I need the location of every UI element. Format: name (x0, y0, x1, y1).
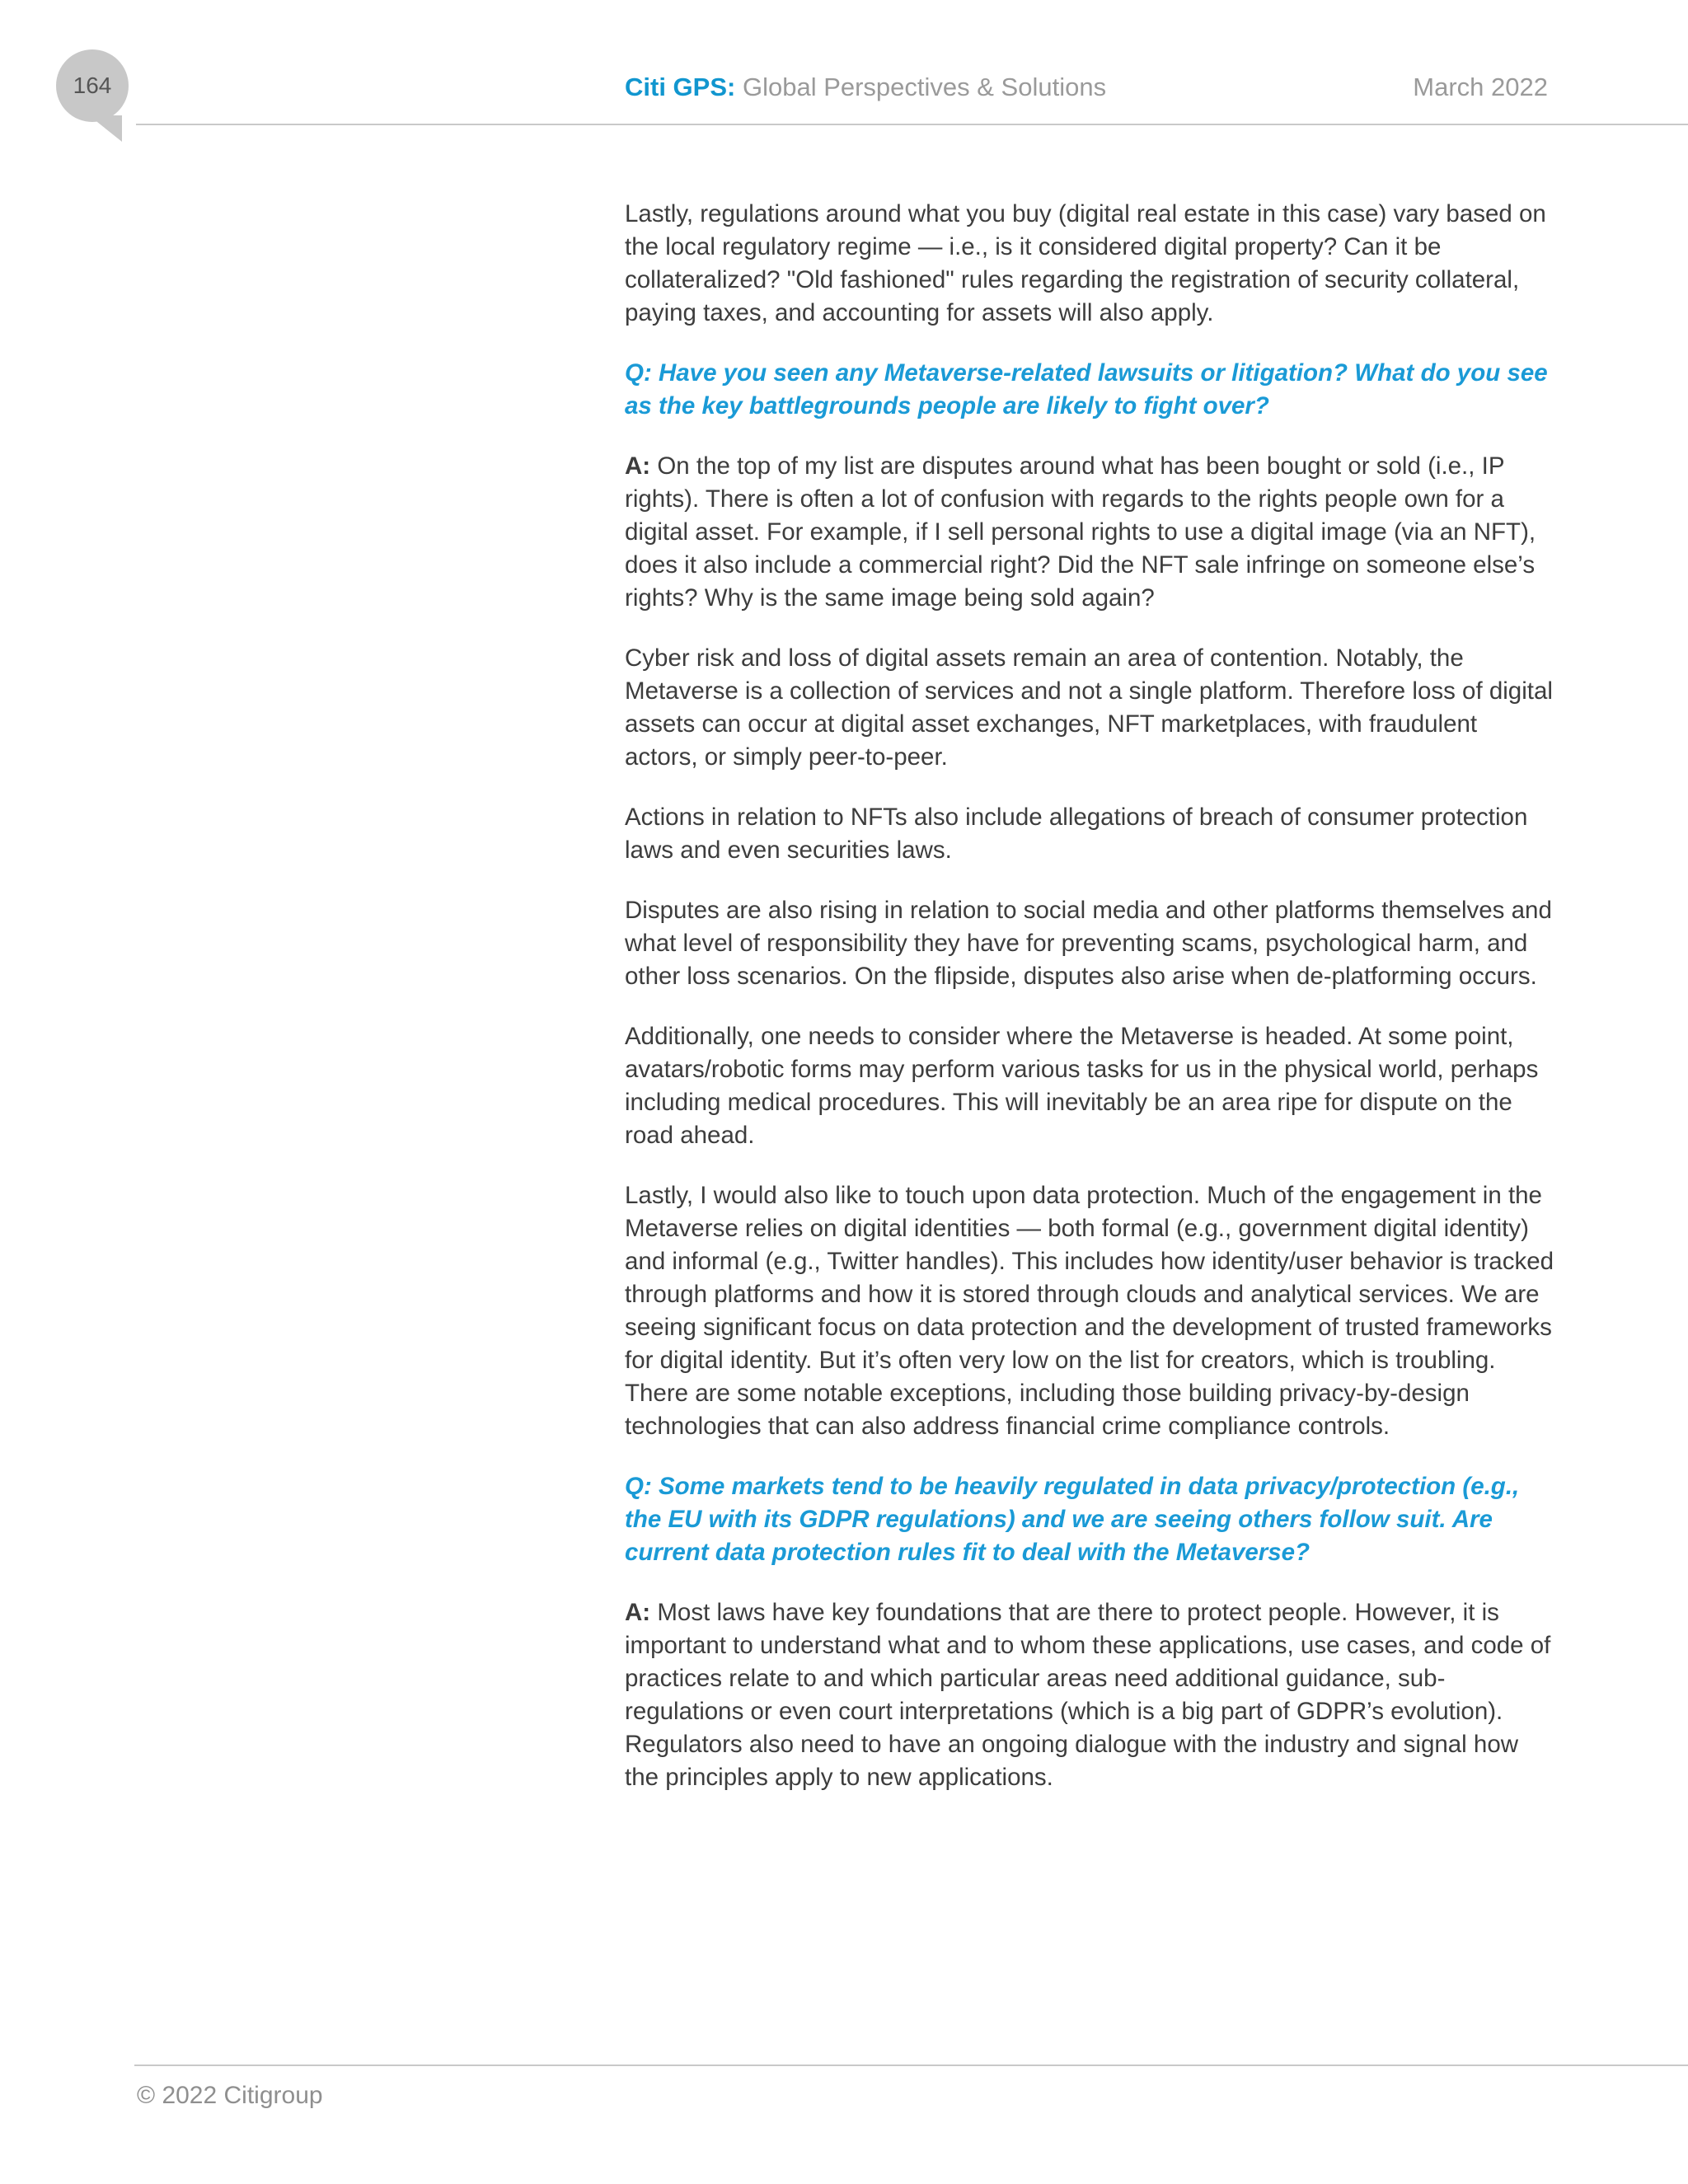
page-number-badge (56, 49, 129, 122)
publication-date: March 2022 (1413, 73, 1548, 101)
answer-label: A: (625, 1599, 651, 1626)
answer-data-privacy (625, 1596, 1556, 1794)
answer-label: A: (625, 452, 651, 480)
answer-text: Most laws have key foundations that are there to protect people. However, it is important to understand what and to whom these applications, use cases, and code of practices relate to and which particular areas need additional guidance, sub-regulations or even court interpretations (which is a big part of GDPR’s evolution). Regulators also need to have an ongoing dialogue with the industry and signal how the principles apply to new applications. (625, 1599, 1551, 1791)
paragraph-cyber-risk: Cyber risk and loss of digital assets remain an area of contention. Notably, the Metaverse is a collection of services and not a single platform. Therefore loss of digital assets can occur at digital asset exchanges, NFT marketplaces, with fraudulent actors, or simply peer-to-peer. (625, 644, 1553, 771)
brand-tagline: Global Perspectives & Solutions (742, 73, 1107, 101)
header-divider (136, 124, 1688, 125)
copyright-notice: © 2022 Citigroup (137, 2082, 323, 2109)
question-data-privacy: Q: Some markets tend to be heavily regulated in data privacy/protection (e.g., the EU with its GDPR regulations) and we are seeing others follow suit. Are current data protection rules fit to deal with the Metaverse? (625, 1473, 1520, 1566)
brand-name: Citi GPS: (625, 73, 736, 101)
answer-lawsuits (625, 450, 1556, 615)
publication-brand (625, 73, 1106, 102)
paragraph-metaverse-direction: Additionally, one needs to consider where the Metaverse is headed. At some point, avatars/robotic forms may perform various tasks for us in the physical world, perhaps including medical procedures. This will inevitably be an area ripe for dispute on the road ahead. (625, 1023, 1539, 1149)
answer-text: On the top of my list are disputes around what has been bought or sold (i.e., IP rights). There is often a lot of confusion with regards to the rights people own for a digital asset. For example, if I sell personal rights to use a digital image (via an NFT), does it also include a commercial right? Did the NFT sale infringe on someone else’s rights? Why is the same image being sold again? (625, 452, 1536, 612)
paragraph-data-protection: Lastly, I would also like to touch upon data protection. Much of the engagement in the Metaverse relies on digital identities — both formal (e.g., government digital identity) and informal (e.g., Twitter handles). This includes how identity/user behavior is tracked through platforms and how it is stored through clouds and analytical services. We are seeing significant focus on data protection and the development of trusted frameworks for digital identity. But it’s often very low on the list for creators, which is troubling. There are some notable exceptions, including those building privacy-by-design technologies that can also address financial crime compliance controls. (625, 1182, 1554, 1440)
question-lawsuits: Q: Have you seen any Metaverse-related lawsuits or litigation? What do you see as the key battlegrounds people are likely to fight over? (625, 359, 1548, 419)
paragraph-nft-actions: Actions in relation to NFTs also include allegations of breach of consumer protection laws and even securities laws. (625, 804, 1528, 864)
footer-divider (134, 2064, 1688, 2066)
page-number: 164 (73, 73, 112, 98)
paragraph-platform-disputes: Disputes are also rising in relation to social media and other platforms themselves and what level of responsibility they have for preventing scams, psychological harm, and other loss scenarios. On the flipside, disputes also arise when de-platforming occurs. (625, 897, 1552, 990)
page-badge-tail (89, 115, 122, 142)
paragraph-regulations: Lastly, regulations around what you buy (digital real estate in this case) vary based on the local regulatory regime — i.e., is it considered digital property? Can it be collateralized? "Old fashioned" rules regarding the registration of security collateral, paying taxes, and accounting for assets will also apply. (625, 200, 1546, 326)
article-body (625, 198, 1556, 1821)
